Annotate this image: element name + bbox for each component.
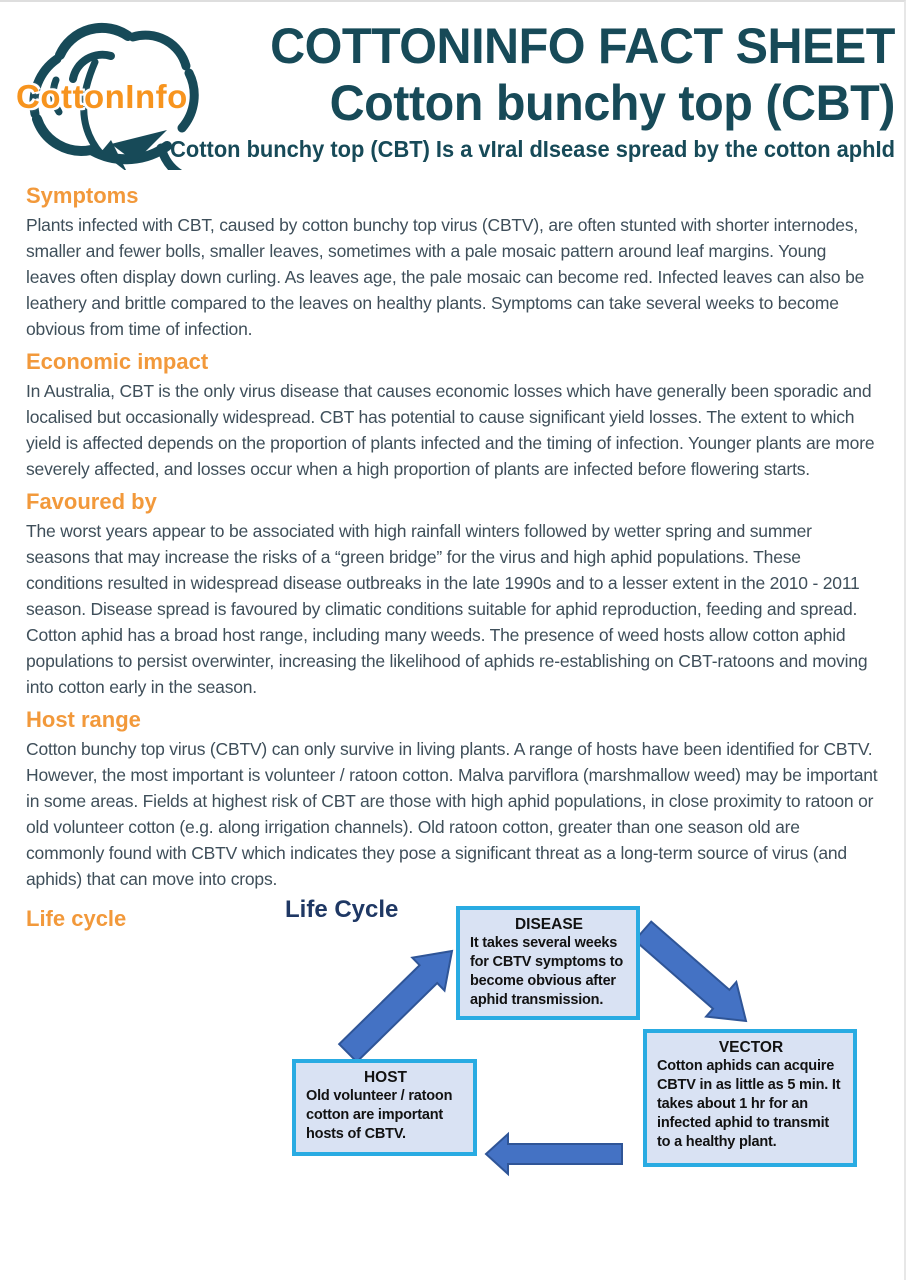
section-economic-impact: [26, 349, 880, 482]
section-heading-economic-impact: Economic impact: [26, 349, 209, 374]
arrow-vector-to-host-icon: [486, 1134, 622, 1174]
section-body-favoured-by: The worst years appear to be associated with high rainfall winters followed by wetter spring and summer seasons that may increase the risks of a “green bridge” for the virus and high aphid populations. These conditions resulted in widespread disease outbreaks in the late 1990s and to a lesser extent in the 2010 - 2011 season. Disease spread is favoured by climatic conditions suitable for aphid reproduction, feeding and spread. Cotton aphid has a broad host range, including many weeds. The presence of weed hosts allow cotton aphid populations to persist overwinter, increasing the likelihood of aphids re-establishing on CBT-ratoons and moving into cotton early in the season.: [26, 521, 868, 697]
host-box-heading: HOST: [363, 1069, 408, 1086]
arrow-disease-to-vector-icon: [635, 922, 746, 1021]
vector-box-body: Cotton aphids can acquire CBTV in as little as 5 min. It takes about 1 hr for an infected aphid to transmit to a healthy plant.: [657, 1058, 841, 1150]
vector-box: [643, 1029, 857, 1167]
title-block: [132, 18, 895, 162]
life-cycle-diagram: [26, 896, 880, 1201]
diagram-title: Life Cycle: [285, 896, 399, 923]
section-host-range: [26, 707, 880, 892]
logo-wordmark: CottonInfo: [16, 78, 188, 115]
section-symptoms: [26, 183, 880, 342]
content: [0, 183, 904, 1201]
arrow-host-to-disease-icon: [339, 951, 452, 1062]
header: [0, 2, 904, 176]
page-title-line2: Cotton bunchy top (CBT): [329, 75, 895, 131]
page-title-line1: COTTONINFO FACT SHEET: [270, 18, 895, 74]
section-heading-host-range: Host range: [26, 707, 141, 732]
section-body-symptoms: Plants infected with CBT, caused by cotton bunchy top virus (CBTV), are often stunted with shorter internodes, smaller and fewer bolls, smaller leaves, sometimes with a pale mosaic pattern around leaf margins. Young leaves often display down curling. As leaves age, the pale mosaic can become red. Infected leaves can also be leathery and brittle compared to the leaves on healthy plants. Symptoms can take several weeks to become obvious from time of infection.: [26, 215, 865, 339]
section-heading-favoured-by: Favoured by: [26, 489, 157, 514]
section-favoured-by: [26, 489, 880, 700]
host-box: [292, 1059, 477, 1156]
host-box-body: Old volunteer / ratoon cotton are important hosts of CBTV.: [306, 1088, 453, 1142]
disease-box: [456, 906, 640, 1020]
disease-box-heading: DISEASE: [514, 916, 584, 933]
section-body-economic-impact: In Australia, CBT is the only virus disease that causes economic losses which have generally been sporadic and localised but occasionally widespread. CBT has potential to cause significant yield losses. The extent to which yield is affected depends on the proportion of plants infected and the timing of infection. Younger plants are more severely affected, and losses occur when a high proportion of plants are infected before flowering starts.: [26, 381, 875, 479]
section-body-host-range: Cotton bunchy top virus (CBTV) can only survive in living plants. A range of hosts have been identified for CBTV. However, the most important is volunteer / ratoon cotton. Malva parviflora (marshmallow weed) may be important in some areas. Fields at highest risk of CBT are those with high aphid populations, in close proximity to ratoon or old volunteer cotton (e.g. along irrigation channels). Old ratoon cotton, greater than one season old are commonly found with CBTV which indicates they pose a significant threat as a long-term source of virus (and aphids) that can move into crops.: [26, 739, 878, 889]
tagline: Cotton bunchy top (CBT) Is a vIral dIsease spread by the cotton aphId: [170, 136, 895, 162]
section-heading-life-cycle: Life cycle: [26, 906, 127, 931]
section-heading-symptoms: Symptoms: [26, 183, 139, 208]
vector-box-heading: VECTOR: [718, 1039, 784, 1056]
disease-box-body: It takes several weeks for CBTV symptoms to become obvious after aphid transmission.: [470, 935, 624, 1008]
